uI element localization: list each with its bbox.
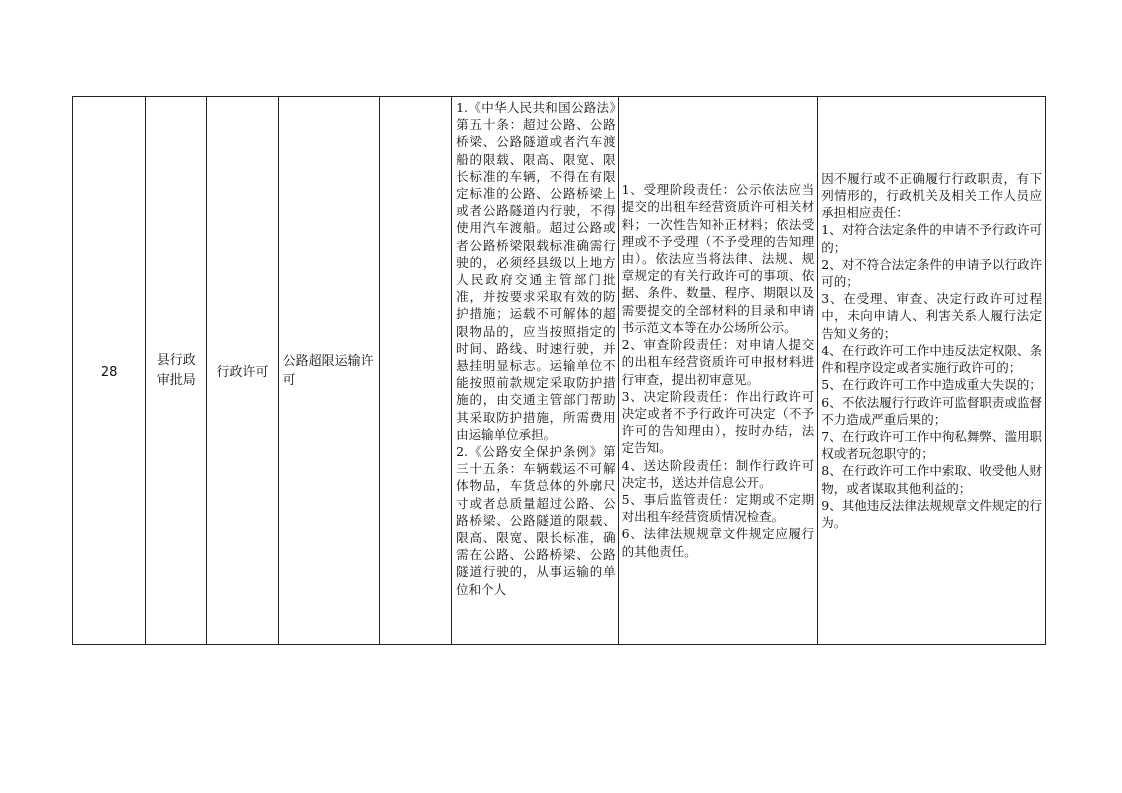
- accountability-item: 8、在行政许可工作中索取、收受他人财物，或者谋取其他利益的；: [821, 463, 1042, 496]
- implementing-unit-line-1: 县行政: [156, 352, 196, 368]
- responsibility-list: [619, 181, 818, 559]
- accountability-item: 3、在受理、审查、决定行政许可过程中，未向申请人、利害关系人履行法定告知义务的；: [821, 291, 1042, 341]
- legal-basis-cell: [452, 97, 619, 645]
- legal-basis-item-1: 1.《中华人民共和国公路法》第五十条：超过公路、公路桥梁、公路隧道或者汽车渡船的限载、限高、限宽、限长标准的车辆，不得在有限定标准的公路、公路桥梁上或者公路隧道内行驶，不得使用汽车渡船。超过公路或者公路桥梁限载标准确需行驶的，必须经县级以上地方人民政府交通主管部门批准，并按要求采取有效的防护措施；运载不可解体的超限物品的，应当按照指定的时间、路线、时速行驶，并悬挂明显标志。运输单位不能按照前款规定采取防护措施的，由交通主管部门帮助其采取防护措施，所需费用由运输单位承担。: [456, 100, 616, 442]
- item-number-cell: [73, 97, 146, 645]
- responsibility-item: 5、事后监管责任：定期或不定期对出租车经营资质情况检查。: [621, 491, 815, 525]
- accountability-item: 2、对不符合法定条件的申请予以行政许可的；: [821, 256, 1042, 290]
- responsibility-item: 3、决定阶段责任：作出行政许可决定或者不予行政许可决定（不予许可的告知理由），按时办结，法定告知。: [621, 388, 815, 456]
- power-type: 行政许可: [216, 365, 269, 380]
- table-row: [73, 97, 1046, 645]
- responsibility-item: 1、受理阶段责任：公示依法应当提交的出租车经营资质许可相关材料；一次性告知补正材料；依法受理或不予受理（不予受理的告知理由）。依法应当将法律、法规、规章规定的有关行政许可的事项、依据、条件、数量、程序、期限以及需要提交的全部材料的目录和申请书示范文本等在办公场所公示。: [621, 182, 815, 335]
- responsibility-item: 6、法律法规规章文件规定应履行的其他责任。: [621, 526, 815, 559]
- empty-cell: [379, 97, 451, 645]
- responsibility-cell: [618, 97, 818, 645]
- accountability-intro: 因不履行或不正确履行行政职责，有下列情形的，行政机关及相关工作人员应承担相应责任：: [821, 170, 1042, 221]
- item-name: 公路超限运输许可: [282, 353, 374, 388]
- accountability-item: 1、对符合法定条件的申请不予行政许可的；: [821, 222, 1042, 255]
- implementing-unit: [157, 351, 196, 391]
- accountability-cell: [818, 97, 1046, 645]
- power-list-table: [72, 96, 1046, 645]
- accountability-list: [818, 170, 1045, 531]
- responsibility-item: 4、送达阶段责任：制作行政许可决定书，送达并信息公开。: [621, 457, 815, 490]
- implementing-unit-line-2: 审批局: [156, 372, 196, 388]
- legal-basis-item-2: 2.《公路安全保护条例》第三十五条：车辆载运不可解体物品，车货总体的外廓尺寸或者总质量超过公路、公路桥梁、公路隧道的限载、限高、限宽、限长标准，确需在公路、公路桥梁、公路隧道行驶的，从事运输的单位和个人: [456, 444, 616, 597]
- accountability-item: 9、其他违反法律法规规章文件规定的行为。: [821, 497, 1042, 530]
- power-type-cell: [207, 97, 278, 645]
- responsibility-item: 2、审查阶段责任：对申请人提交的出租车经营资质许可申报材料进行审查，提出初审意见。: [621, 337, 815, 387]
- accountability-item: 6、不依法履行行政许可监督职责或监督不力造成严重后果的；: [821, 394, 1042, 427]
- item-name-cell: [278, 97, 379, 645]
- accountability-item: 7、在行政许可工作中徇私舞弊、滥用职权或者玩忽职守的；: [821, 428, 1042, 462]
- implementing-unit-cell: [146, 97, 207, 645]
- legal-basis: [452, 97, 618, 643]
- accountability-item: 5、在行政许可工作中造成重大失误的；: [821, 377, 1042, 393]
- accountability-item: 4、在行政许可工作中违反法定权限、条件和程序设定或者实施行政许可的；: [821, 342, 1042, 376]
- item-number: 28: [100, 365, 118, 380]
